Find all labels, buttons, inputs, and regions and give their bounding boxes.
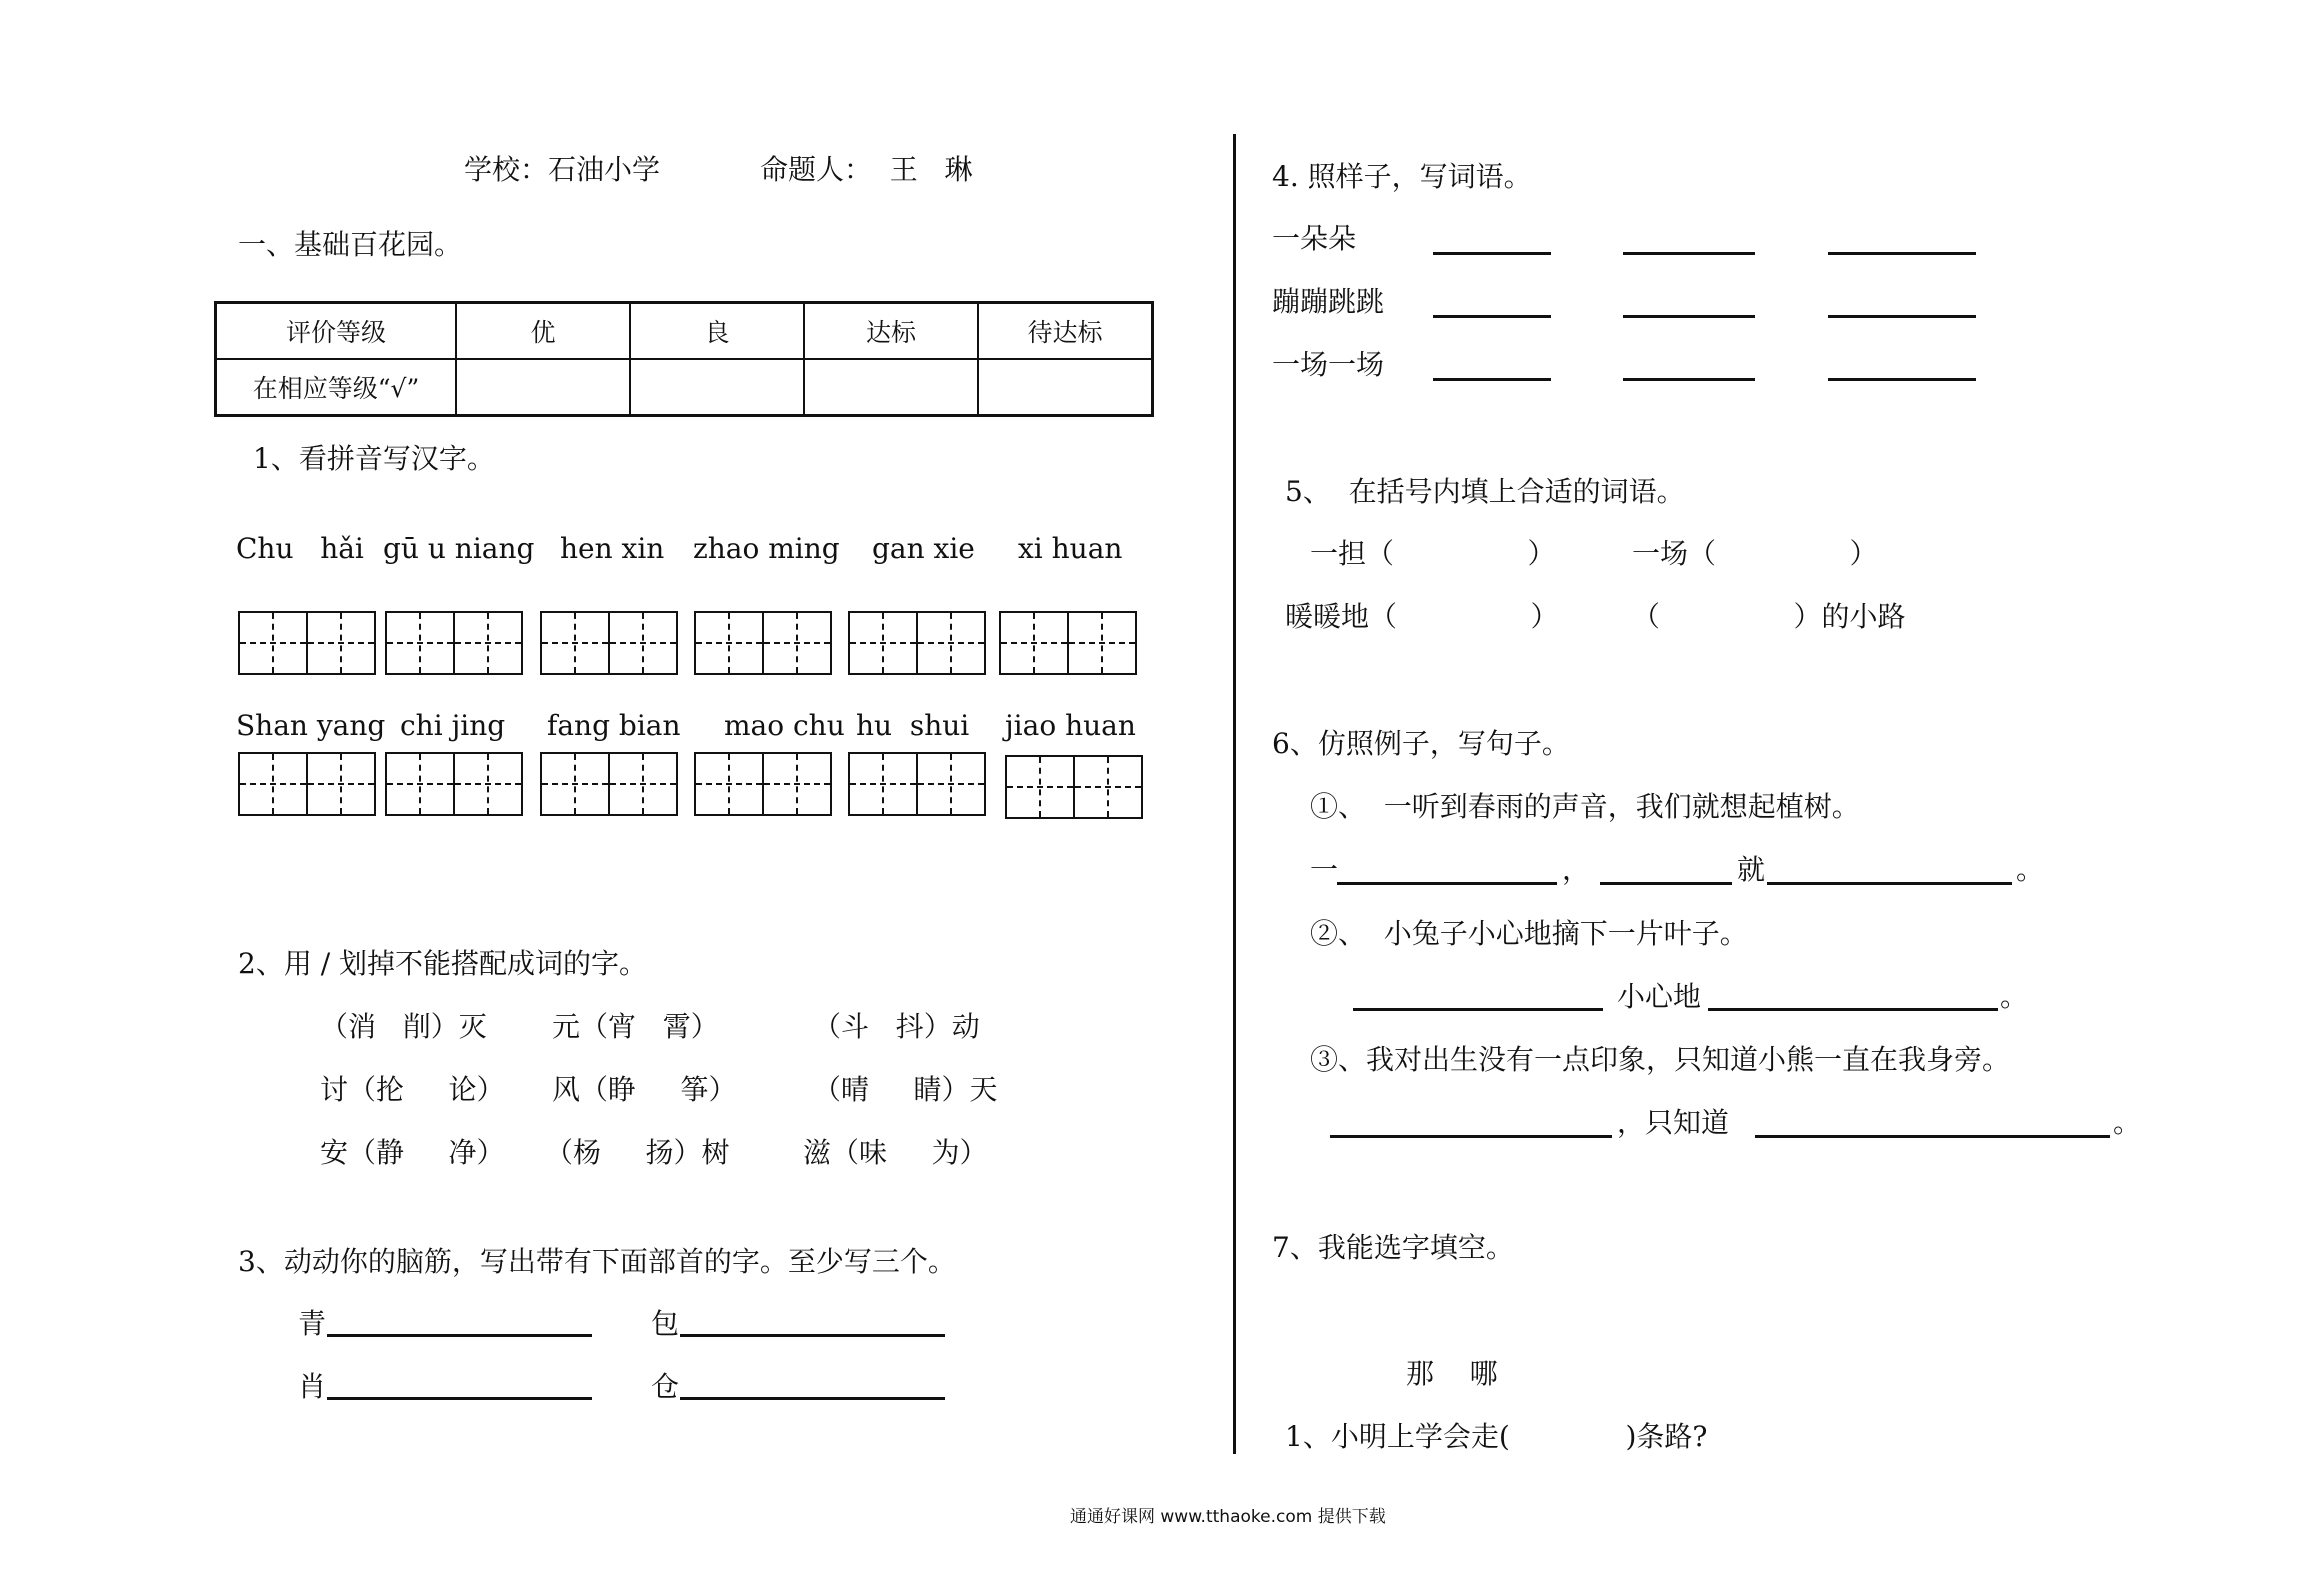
writing-box-group[interactable] bbox=[540, 611, 678, 675]
q5-item: 一场（ ） bbox=[1632, 537, 1878, 570]
q2-item: （斗 抖）动 bbox=[813, 1010, 980, 1043]
eval-header-cell: 达标 bbox=[804, 303, 978, 360]
q1-title: 1、看拼音写汉字。 bbox=[253, 442, 495, 475]
eval-header-cell: 良 bbox=[630, 303, 804, 360]
answer-line[interactable] bbox=[1433, 252, 1551, 255]
q6-fill-text: 一 bbox=[1310, 853, 1339, 886]
answer-line[interactable] bbox=[1337, 882, 1557, 885]
q2-item: （晴 睛）天 bbox=[813, 1073, 998, 1106]
q6-fill-text: 小心地 bbox=[1617, 980, 1702, 1013]
writing-box-group[interactable] bbox=[694, 611, 832, 675]
writing-box-group[interactable] bbox=[238, 752, 376, 816]
radical-label: 包 bbox=[651, 1307, 680, 1340]
writing-box-group[interactable] bbox=[1005, 755, 1143, 819]
q2-item: （消 削）灭 bbox=[320, 1010, 487, 1043]
eval-header-row bbox=[216, 303, 1153, 360]
q6-fill-text: ， bbox=[1562, 853, 1591, 886]
pinyin-label: chi jing bbox=[400, 709, 506, 742]
q7-choices: 那 哪 bbox=[1406, 1357, 1498, 1390]
writing-box-group[interactable] bbox=[385, 611, 523, 675]
q6-fill-text: ，只知道 bbox=[1617, 1106, 1730, 1139]
pinyin-label: zhao ming bbox=[693, 532, 840, 565]
eval-row-label: 在相应等级“√” bbox=[216, 359, 457, 416]
answer-line[interactable] bbox=[1828, 378, 1976, 381]
pinyin-label: fang bian bbox=[547, 709, 681, 742]
pinyin-label: xi huan bbox=[1018, 532, 1123, 565]
answer-line[interactable] bbox=[1353, 1008, 1603, 1011]
q2-item: 安（静 净） bbox=[320, 1136, 505, 1169]
q6-example-1: ①、 一听到春雨的声音，我们就想起植树。 bbox=[1310, 790, 1860, 823]
writing-box-group[interactable] bbox=[385, 752, 523, 816]
answer-line[interactable] bbox=[680, 1397, 945, 1400]
answer-line[interactable] bbox=[1623, 378, 1755, 381]
answer-line[interactable] bbox=[1828, 315, 1976, 318]
answer-line[interactable] bbox=[1828, 252, 1976, 255]
answer-line[interactable] bbox=[680, 1334, 945, 1337]
answer-line[interactable] bbox=[1767, 882, 2012, 885]
eval-check-cell[interactable] bbox=[456, 359, 630, 416]
q6-fill-text: 。 bbox=[2000, 980, 2029, 1013]
q6-fill-text: 。 bbox=[2113, 1106, 2142, 1139]
writing-box-group[interactable] bbox=[694, 752, 832, 816]
column-divider bbox=[1233, 134, 1236, 1454]
answer-line[interactable] bbox=[1708, 1008, 1998, 1011]
pinyin-label: Chu hǎi bbox=[236, 532, 364, 565]
q2-item: 讨（抡 论） bbox=[320, 1073, 505, 1106]
q2-item: 元（宵 霄） bbox=[552, 1010, 719, 1043]
answer-line[interactable] bbox=[1600, 882, 1732, 885]
eval-check-cell[interactable] bbox=[630, 359, 804, 416]
answer-line[interactable] bbox=[1330, 1135, 1612, 1138]
q5-item: 暖暖地（ ） bbox=[1285, 600, 1559, 633]
q7-title: 7、我能选字填空。 bbox=[1272, 1231, 1514, 1264]
answer-line[interactable] bbox=[1623, 252, 1755, 255]
pinyin-label: gan xie bbox=[872, 532, 975, 565]
radical-label: 青 bbox=[298, 1307, 327, 1340]
q7-item: 1、小明上学会走( )条路? bbox=[1285, 1420, 1708, 1453]
q6-title: 6、仿照例子，写句子。 bbox=[1272, 727, 1570, 760]
answer-line[interactable] bbox=[1755, 1135, 2110, 1138]
pinyin-label: jiao huan bbox=[1005, 709, 1136, 742]
q5-item: 一担（ ） bbox=[1310, 537, 1556, 570]
pinyin-label: Shan yang bbox=[236, 709, 386, 742]
radical-label: 肖 bbox=[298, 1370, 327, 1403]
q2-title: 2、用 / 划掉不能搭配成词的字。 bbox=[238, 947, 648, 980]
pinyin-label: gū u niang bbox=[383, 532, 535, 565]
q6-example-2: ②、 小兔子小心地摘下一片叶子。 bbox=[1310, 917, 1748, 950]
answer-line[interactable] bbox=[1623, 315, 1755, 318]
eval-check-cell[interactable] bbox=[978, 359, 1153, 416]
answer-line[interactable] bbox=[327, 1397, 592, 1400]
q2-item: 滋（味 为） bbox=[803, 1136, 988, 1169]
answer-line[interactable] bbox=[1433, 378, 1551, 381]
q5-title: 5、 在括号内填上合适的词语。 bbox=[1285, 475, 1685, 508]
q4-example: 一场一场 bbox=[1272, 348, 1385, 381]
q4-title: 4. 照样子，写词语。 bbox=[1272, 160, 1532, 193]
q2-item: 风（睁 筝） bbox=[552, 1073, 737, 1106]
author-label: 命题人： 王 琳 bbox=[760, 153, 973, 186]
eval-check-cell[interactable] bbox=[804, 359, 978, 416]
pinyin-label: hu shui bbox=[856, 709, 970, 742]
footer-credit: 通通好课网 www.tthaoke.com 提供下载 bbox=[1070, 1507, 1386, 1527]
writing-box-group[interactable] bbox=[848, 611, 986, 675]
q6-example-3: ③、我对出生没有一点印象，只知道小熊一直在我身旁。 bbox=[1310, 1043, 2011, 1076]
pinyin-label: hen xin bbox=[560, 532, 665, 565]
eval-header-cell: 优 bbox=[456, 303, 630, 360]
q4-example: 蹦蹦跳跳 bbox=[1272, 285, 1385, 318]
eval-header-cell: 评价等级 bbox=[216, 303, 457, 360]
writing-box-group[interactable] bbox=[540, 752, 678, 816]
school-label: 学校：石油小学 bbox=[464, 153, 661, 186]
eval-header-cell: 待达标 bbox=[978, 303, 1153, 360]
q4-example: 一朵朵 bbox=[1272, 222, 1357, 255]
evaluation-table bbox=[214, 301, 1154, 417]
writing-box-group[interactable] bbox=[238, 611, 376, 675]
q3-title: 3、动动你的脑筋，写出带有下面部首的字。至少写三个。 bbox=[238, 1245, 956, 1278]
eval-check-row bbox=[216, 359, 1153, 416]
q2-item: （杨 扬）树 bbox=[545, 1136, 730, 1169]
pinyin-label: mao chu bbox=[724, 709, 845, 742]
answer-line[interactable] bbox=[1433, 315, 1551, 318]
q6-fill-text: 。 bbox=[2016, 853, 2045, 886]
radical-label: 仓 bbox=[651, 1370, 680, 1403]
q6-fill-text: 就 bbox=[1737, 853, 1766, 886]
answer-line[interactable] bbox=[327, 1334, 592, 1337]
q5-item: （ ）的小路 bbox=[1632, 600, 1906, 633]
section1-title: 一、基础百花园。 bbox=[238, 228, 463, 261]
writing-box-group[interactable] bbox=[999, 611, 1137, 675]
writing-box-group[interactable] bbox=[848, 752, 986, 816]
